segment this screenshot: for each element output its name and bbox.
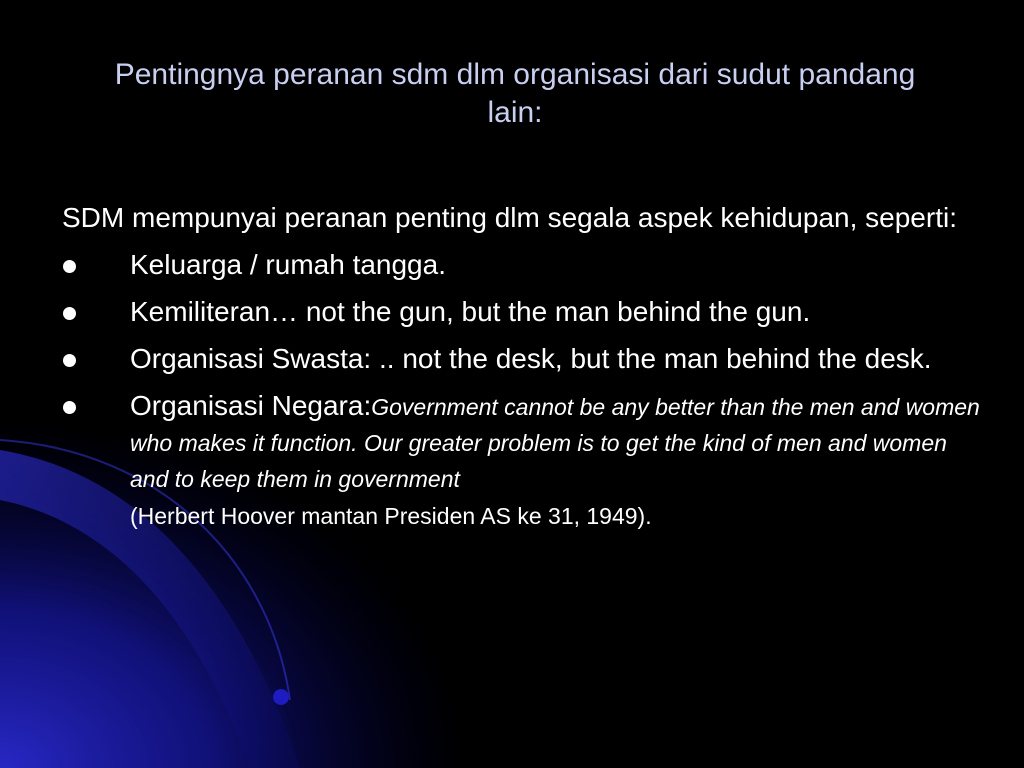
bullet-dot-icon [63, 260, 76, 273]
bullet-item-government [62, 388, 982, 534]
bullet-item [62, 247, 982, 283]
blue-dot [273, 689, 289, 705]
bullet-text: Organisasi Swasta: .. not the desk, but the man behind the desk. [130, 343, 932, 374]
bullet-dot-icon [63, 401, 76, 414]
bullet-lead: Organisasi Negara: [130, 390, 372, 421]
bullet-dot-icon [63, 354, 76, 367]
bullet-text: Kemiliteran… not the gun, but the man behind the gun. [130, 296, 811, 327]
bullet-text: Keluarga / rumah tangga. [130, 249, 446, 280]
hoover-quote: Government cannot be any better than the men and women who makes it function. Our greater problem is to get the kind of men and women and to keep them in government [130, 394, 980, 492]
bullet-item [62, 341, 982, 377]
slide-title: Pentingnya peranan sdm dlm organisasi dari sudut pandang lain: [114, 58, 916, 129]
quote-citation: (Herbert Hoover mantan Presiden AS ke 31, 1949). [130, 503, 652, 529]
bullet-dot-icon [63, 307, 76, 320]
bullet-item [62, 294, 982, 330]
slide-body [62, 200, 982, 545]
intro-paragraph: SDM mempunyai peranan penting dlm segala aspek kehidupan, seperti: [62, 202, 957, 233]
